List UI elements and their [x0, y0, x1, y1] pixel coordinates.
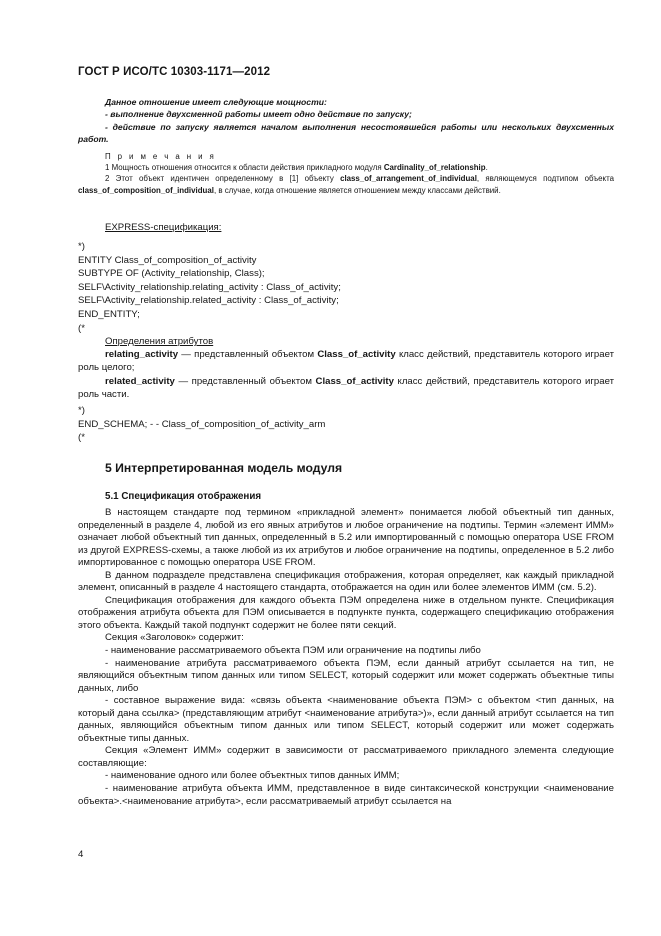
- note-term: Cardinality_of_relationship: [383, 163, 486, 173]
- list-item: - наименование одного или более объектных типов данных ИММ;: [105, 770, 400, 782]
- attribute-relating: [78, 348, 614, 374]
- note-term: class_of_arrangement_of_individual: [340, 174, 477, 184]
- note-text: 1 Мощность отношения относится к области действия прикладного модуля: [105, 163, 384, 173]
- page-number: 4: [78, 849, 84, 860]
- attribute-text: класс действий, представитель которого играет роль части.: [78, 375, 614, 400]
- schema-end-code: [78, 404, 614, 445]
- code-line: (*: [78, 322, 85, 334]
- note-1: [78, 162, 614, 173]
- cardinality-block: [78, 96, 614, 145]
- attribute-text: — представленный объектом: [178, 349, 318, 361]
- code-line: END_SCHEMA; - - Class_of_composition_of_activity_arm: [78, 418, 326, 430]
- code-line: SELF\Activity_relationship.relating_activity : Class_of_activity;: [78, 281, 341, 293]
- attribute-text: класс действий, представитель которого играет роль целого;: [78, 349, 614, 374]
- note-term: class_of_composition_of_individual: [78, 185, 214, 195]
- attribute-name: relating_activity: [105, 349, 179, 361]
- attribute-definitions: [78, 335, 614, 401]
- section-body: [78, 507, 614, 808]
- attribute-type: Class_of_activity: [315, 375, 394, 387]
- section-5-1-heading: 5.1 Спецификация отображения: [105, 491, 262, 502]
- list-item: - наименование атрибута объекта ИММ, представленное в виде синтаксической конструкции <наименование объекта>.<наименование атрибута>, если рассматриваемый атрибут ссылается на: [78, 783, 614, 807]
- attribute-text: — представленный объектом: [174, 375, 316, 387]
- attribute-type: Class_of_activity: [317, 349, 396, 361]
- attribute-name: related_activity: [105, 375, 175, 387]
- section-5-heading: 5 Интерпретированная модель модуля: [105, 461, 343, 475]
- code-line: SUBTYPE OF (Activity_relationship, Class);: [78, 268, 265, 280]
- document-header: ГОСТ Р ИСО/ТС 10303-1171—2012: [78, 66, 271, 78]
- cardinality-item: - выполнение двухсменной работы имеет одно действие по запуску;: [105, 109, 412, 120]
- code-line: *): [78, 405, 85, 416]
- cardinality-item: - действие по запуску является началом выполнения несостоявшейся работы или нескольких двухсменных работ.: [78, 121, 614, 144]
- code-line: END_ENTITY;: [78, 308, 140, 320]
- code-line: SELF\Activity_relationship.related_activity : Class_of_activity;: [78, 295, 339, 307]
- note-text: .: [485, 163, 488, 173]
- paragraph: Спецификация отображения для каждого объекта ПЭМ определена ниже в отдельном пункте. Спецификация отображения атрибута объекта для ПЭМ описывается в подпункте пункта, содержащего спецификацию отображения этого объекта. Каждый такой подпункт содержит не более пяти секций.: [78, 594, 614, 631]
- paragraph: Секция «Заголовок» содержит:: [105, 632, 244, 644]
- express-heading: EXPRESS-спецификация:: [105, 222, 222, 233]
- express-heading-block: [78, 221, 614, 234]
- cardinality-intro: Данное отношение имеет следующие мощности:: [105, 97, 327, 107]
- note-2: [78, 173, 614, 195]
- paragraph: В настоящем стандарте под термином «прикладной элемент» понимается любой объектный тип данных, определенный в разделе 4, любой из его явных атрибутов и любое ограничение на подтипы. Термин «элемент ИММ» означает любой объектный тип данных, определенный в 5.2 или импортированный с помощью оператора USE FROM из другой EXPRESS-схемы, а также любой из их атрибутов и любое ограничение на подтипы, определенное в 5.2 либо импортированное с помощью оператора USE FROM.: [78, 507, 614, 569]
- paragraph: В данном подразделе представлена спецификация отображения, которая определяет, как каждый прикладной элемент, описанный в разделе 4 настоящего стандарта, отображается на один или более элементов ИММ (см. 5.2).: [78, 569, 614, 594]
- note-text: 2 Этот объект идентичен определенному в [1] объекту: [105, 174, 341, 184]
- note-text: , являющемуся подтипом объекта: [476, 174, 614, 184]
- notes-block: [78, 151, 614, 196]
- attributes-heading: Определения атрибутов: [105, 336, 214, 347]
- paragraph: Секция «Элемент ИММ» содержит в зависимости от рассматриваемого прикладного элемента следующие составляющие:: [78, 745, 614, 769]
- code-line: *): [78, 241, 85, 252]
- list-item: - наименование рассматриваемого объекта ПЭМ или ограничение на подтипы либо: [105, 645, 481, 657]
- attribute-related: [78, 375, 614, 401]
- note-text: , в случае, когда отношение является отношением между классами действий.: [213, 185, 501, 195]
- express-code: [78, 240, 614, 335]
- code-line: (*: [78, 432, 85, 444]
- list-item: - наименование атрибута рассматриваемого объекта ПЭМ, если данный атрибут ссылается на тип, не являющийся объектным типом данных или типом SELECT, который содержит или может содержать объектные типы данных, либо: [78, 657, 614, 694]
- list-item: - составное выражение вида: «связь объекта <наименование объекта ПЭМ> с объектом <тип данных, на который дана ссылка> (представляющим атрибут <наименование атрибута>)», если данный атрибут ссылается на тип данных, являющийся объектным типом данных или типом SELECT, который содержит или может содержать объектные типы данных.: [78, 695, 614, 744]
- code-line: ENTITY Class_of_composition_of_activity: [78, 254, 257, 266]
- notes-title: П р и м е ч а н и я: [105, 152, 217, 161]
